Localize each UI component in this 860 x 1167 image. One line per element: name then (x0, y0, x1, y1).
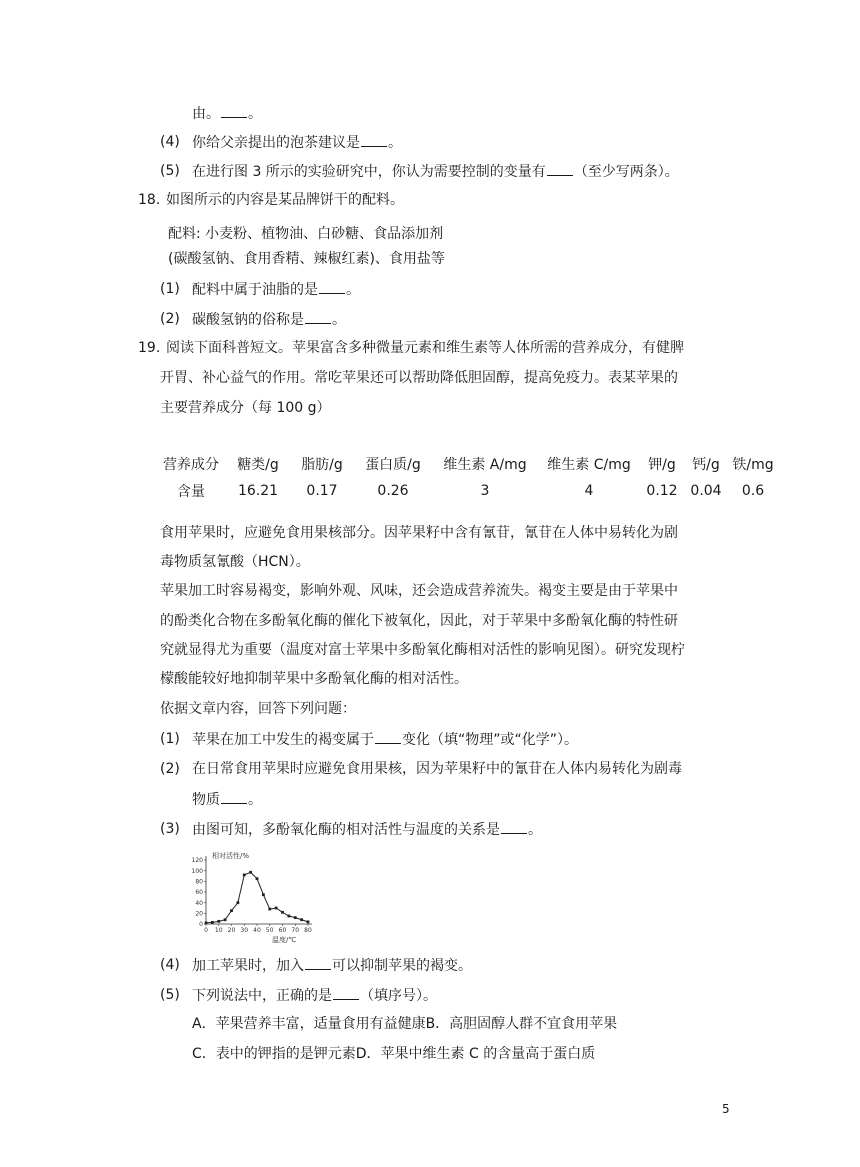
chart-data-point (243, 874, 246, 877)
nutrition-table (156, 450, 778, 504)
q18-item1: 配料中属于油脂的是 。 (192, 282, 360, 298)
table-header-cell: 营养成分 (163, 456, 219, 473)
chart-x-tick-label: 80 (304, 927, 312, 934)
q19-options-row1 (192, 1015, 617, 1033)
table-header-cell: 铁/mg (732, 456, 774, 473)
q19-options-row2 (192, 1045, 595, 1063)
chart-data-point (287, 915, 290, 918)
chart-x-tick-label: 50 (265, 927, 274, 934)
q17-item4-number: (4) (160, 134, 180, 150)
chart-x-tick-label: 20 (227, 927, 236, 934)
q19-para1-line1: 阅读下面科普短文。苹果富含多种微量元素和维生素等人体所需的营养成分，有健脾 (166, 340, 684, 356)
table-cell: 0.17 (306, 482, 338, 499)
q18-stem: 如图所示的内容是某品牌饼干的配料。 (166, 192, 404, 208)
q17-item5-number: (5) (160, 163, 180, 179)
q18-item2: 碳酸氢钠的俗称是 。 (192, 312, 346, 328)
q19-item4: 加工苹果时，加入 可以抑制苹果的褐变。 (192, 958, 472, 974)
table-header-cell: 维生素 A/mg (443, 456, 527, 473)
option-c[interactable]: C．表中的钾指的是钾元素 (192, 1046, 356, 1062)
answer-blank[interactable] (319, 280, 345, 294)
answer-blank[interactable] (333, 986, 359, 1000)
table-header-cell: 糖类/g (237, 456, 279, 473)
table-cell: 3 (480, 482, 490, 499)
table-header-cell: 蛋白质/g (365, 456, 421, 473)
q19-item5: 下列说法中，正确的是 （填序号）。 (192, 988, 437, 1004)
q19-item2-number: (2) (160, 761, 180, 777)
chart-data-point (262, 893, 265, 896)
chart-x-tick-label: 30 (240, 927, 249, 934)
chart-y-tick-label: 60 (195, 889, 203, 897)
q19-para4: 依据文章内容，回答下列问题： (160, 701, 356, 717)
chart-x-tick-label: 60 (278, 927, 287, 934)
q19-para3-line4: 檬酸能较好地抑制苹果中多酚氧化酶的相对活性。 (160, 671, 468, 687)
chart-marks (205, 871, 310, 924)
table-cell: 4 (584, 482, 594, 499)
option-d[interactable]: D．苹果中维生素 C 的含量高于蛋白质 (355, 1046, 596, 1062)
q18-number: 18. (138, 192, 161, 208)
chart-data-point (294, 916, 297, 919)
q19-para3-line3: 究就显得尤为重要（温度对富士苹果中多酚氧化酶相对活性的影响见图）。研究发现柠 (160, 642, 685, 658)
chart-data-point (236, 901, 239, 904)
answer-blank[interactable] (547, 162, 573, 176)
q19-item1: 苹果在加工中发生的褐变属于 变化（填“物理”或“化学”）。 (192, 732, 579, 748)
table-cell: 0.12 (646, 482, 678, 499)
chart-y-tick-label: 0 (199, 921, 203, 929)
table-cell: 0.04 (690, 482, 722, 499)
chart-data-point (275, 907, 278, 910)
q19-para2-line1: 食用苹果时，应避免食用果核部分。因苹果籽中含有氰苷，氰苷在人体中易转化为剧 (160, 525, 678, 541)
table-cell: 16.21 (237, 482, 279, 499)
q19-item3: 由图可知，多酚氧化酶的相对活性与温度的关系是 。 (192, 822, 542, 838)
q19-para3-line2: 的酚类化合物在多酚氧化酶的催化下被氧化，因此，对于苹果中多酚氧化酶的特性研 (160, 613, 678, 629)
q19-para1-line3: 主要营养成分（每 100 g） (160, 400, 331, 416)
option-a[interactable]: A．苹果营养丰富，适量食用有益健康 (192, 1016, 426, 1032)
chart-y-tick-label: 80 (195, 878, 203, 886)
chart-data-point (307, 920, 310, 923)
answer-blank[interactable] (361, 133, 387, 147)
q19-item4-number: (4) (160, 957, 180, 973)
chart-x-tick-label: 0 (204, 927, 208, 934)
q17-item4: 你给父亲提出的泡茶建议是 。 (192, 135, 402, 151)
chart-data-point (205, 922, 208, 925)
q17-item5: 在进行图 3 所示的实验研究中，你认为需要控制的变量有 （至少写两条）。 (192, 164, 679, 180)
chart-y-tick-label: 40 (195, 899, 203, 907)
table-header-cell: 钙/g (692, 456, 720, 473)
table-cell: 0.26 (377, 482, 409, 499)
table-header-cell: 脂肪/g (301, 456, 343, 473)
page-number: 5 (722, 1102, 730, 1116)
chart-data-point (249, 871, 252, 874)
chart-data-point (281, 911, 284, 914)
q17-continuation: 由。 。 (192, 106, 262, 122)
q18-ingredients-line1: 配料: 小麦粉、植物油、白砂糖、食品添加剂 (168, 226, 444, 242)
chart-x-tick-label: 70 (291, 927, 300, 934)
chart-data-point (300, 918, 303, 921)
table-cell: 0.6 (741, 482, 765, 499)
chart-y-tick-label: 100 (191, 867, 203, 875)
chart-x-axis-label: 温度/℃ (272, 936, 297, 944)
table-cell: 含量 (177, 483, 205, 500)
chart-axes (206, 856, 312, 924)
chart-data-point (211, 921, 214, 924)
option-b[interactable]: B．高胆固醇人群不宜食用苹果 (425, 1016, 618, 1032)
enzyme-activity-chart (190, 848, 320, 944)
nutrition-table-value-row (156, 477, 778, 504)
q19-item3-number: (3) (160, 821, 180, 837)
chart-y-tick-label: 120 (191, 857, 203, 865)
q19-item1-number: (1) (160, 731, 180, 747)
chart-x-tick-label: 10 (214, 927, 223, 934)
q18-item2-number: (2) (160, 311, 180, 327)
answer-blank[interactable] (375, 730, 401, 744)
chart-y-tick-label: 20 (195, 910, 203, 918)
q18-ingredients-line2: (碳酸氢钠、食用香精、辣椒红素)、食用盐等 (168, 251, 445, 267)
q19-item2-cont: 物质 。 (192, 792, 262, 808)
chart-data-point (224, 918, 227, 921)
nutrition-table-header-row (156, 450, 778, 477)
answer-blank[interactable] (305, 310, 331, 324)
chart-data-point (268, 908, 271, 911)
q19-para2-line2: 毒物质氢氰酸（HCN）。 (160, 554, 310, 570)
q19-para3-line1: 苹果加工时容易褐变，影响外观、风味，还会造成营养流失。褐变主要是由于苹果中 (160, 583, 678, 599)
q19-number: 19. (138, 340, 161, 356)
q19-item5-number: (5) (160, 987, 180, 1003)
q19-item2: 在日常食用苹果时应避免食用果核，因为苹果籽中的氰苷在人体内易转化为剧毒 (192, 761, 682, 777)
table-header-cell: 维生素 C/mg (547, 456, 631, 473)
chart-data-point (217, 920, 220, 923)
answer-blank[interactable] (305, 956, 331, 970)
answer-blank[interactable] (221, 790, 247, 804)
q19-para1-line2: 开胃、补心益气的作用。常吃苹果还可以帮助降低胆固醇，提高免疫力。表某苹果的 (160, 370, 678, 386)
chart-data-point (256, 877, 259, 880)
answer-blank[interactable] (221, 104, 247, 118)
chart-y-axis-label: 相对活性/% (212, 852, 250, 860)
q18-item1-number: (1) (160, 281, 180, 297)
answer-blank[interactable] (501, 820, 527, 834)
chart-data-point (230, 909, 233, 912)
table-header-cell: 钾/g (648, 456, 676, 473)
chart-x-tick-label: 40 (253, 927, 261, 934)
